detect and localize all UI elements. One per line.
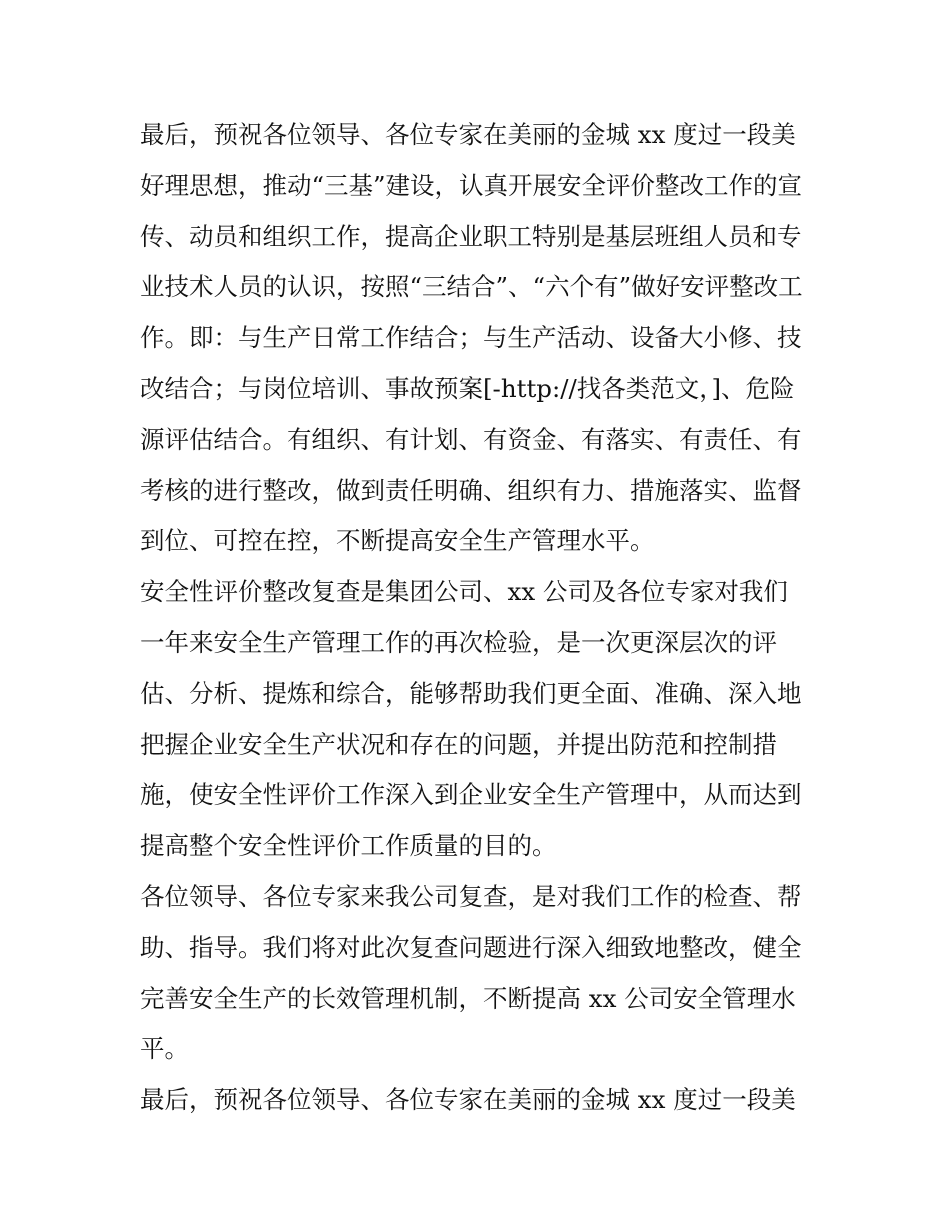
paragraph-rectification-commitment [140, 872, 812, 1075]
text-line: 各位领导、各位专家来我公司复查，是对我们工作的检查、帮 [140, 881, 802, 911]
paragraph-closing-wishes [140, 1075, 812, 1126]
text-line: 提高整个安全性评价工作质量的目的。 [140, 831, 557, 861]
text-line: 业技术人员的认识，按照“三结合”、“六个有”做好安评整改工 [140, 272, 803, 302]
paragraph-closing-remarks [140, 110, 812, 567]
text-line: 传、动员和组织工作，提高企业职工特别是基层班组人员和专 [140, 221, 802, 251]
document-body [140, 110, 812, 1126]
text-line: 完善安全生产的长效管理机制，不断提高 xx 公司安全管理水 [140, 983, 796, 1013]
text-line: 安全性评价整改复查是集团公司、xx 公司及各位专家对我们 [140, 577, 788, 607]
text-line: 平。 [140, 1034, 189, 1064]
text-line: 源评估结合。有组织、有计划、有资金、有落实、有责任、有 [140, 424, 802, 454]
text-line: 好理思想，推动“三基”建设，认真开展安全评价整改工作的宣 [140, 170, 803, 200]
text-line: 估、分析、提炼和综合，能够帮助我们更全面、准确、深入地 [140, 678, 802, 708]
text-line: 施，使安全性评价工作深入到企业安全生产管理中，从而达到 [140, 780, 802, 810]
text-line: 一年来安全生产管理工作的再次检验，是一次更深层次的评 [140, 627, 777, 657]
text-line: 最后，预祝各位领导、各位专家在美丽的金城 xx 度过一段美 [140, 1085, 796, 1115]
text-line: 作。即：与生产日常工作结合；与生产活动、设备大小修、技 [140, 323, 802, 353]
text-line: 把握企业安全生产状况和存在的问题，并提出防范和控制措 [140, 729, 777, 759]
text-line: 到位、可控在控，不断提高安全生产管理水平。 [140, 526, 655, 556]
text-line: 最后，预祝各位领导、各位专家在美丽的金城 xx 度过一段美 [140, 120, 796, 149]
paragraph-review-significance [140, 567, 812, 872]
text-line: 改结合；与岗位培训、事故预案[-http://找各类范文，]、危险 [140, 373, 795, 403]
text-line: 助、指导。我们将对此次复查问题进行深入细致地整改，健全 [140, 932, 802, 962]
text-line: 考核的进行整改，做到责任明确、组织有力、措施落实、监督 [140, 475, 802, 505]
